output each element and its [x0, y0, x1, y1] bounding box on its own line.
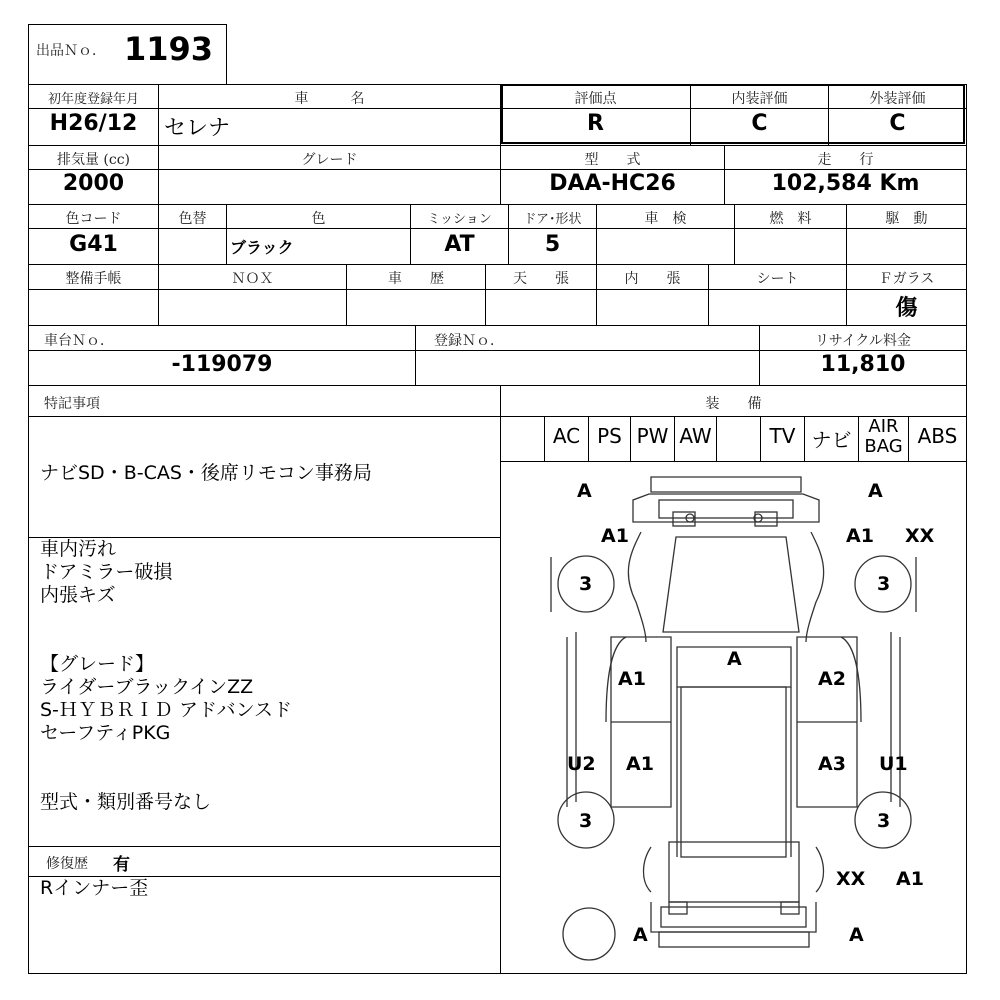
damage-mark-rear-right-xx: XX	[836, 868, 866, 890]
damage-mark-front-left-corner: A	[577, 480, 592, 502]
model-code-value: DAA-HC26	[549, 171, 676, 196]
notes-label: 特記事項	[44, 396, 100, 412]
damage-mark-right-sill: U1	[879, 753, 908, 775]
color-code-label: 色コード	[65, 211, 122, 227]
notes-grade-1: ライダーブラックインZZ	[40, 676, 254, 698]
first-registration-value: H26/12	[49, 111, 138, 136]
transmission-label: ミッション	[427, 212, 492, 227]
tire-mark-rear-left: 3	[579, 810, 593, 832]
notes-defect-3: 内張キズ	[40, 584, 116, 606]
grade-label: グレード	[301, 152, 358, 168]
tire-mark-front-left: 3	[579, 573, 593, 595]
spare-wheel	[563, 908, 615, 960]
lot-number: 1193	[124, 30, 214, 68]
equipment-label: 装 備	[705, 396, 762, 412]
interior-lining-label: 内 張	[624, 271, 681, 287]
equipment-airbag: AIR BAG	[864, 416, 903, 457]
maintenance-book-label: 整備手帳	[65, 271, 122, 287]
mileage-label: 走 行	[817, 152, 874, 168]
equipment-navi: ナビ	[811, 428, 852, 452]
front-glass-value: 傷	[895, 296, 918, 321]
first-registration-label: 初年度登録年月	[47, 92, 139, 107]
front-glass-label: Ｆガラス	[878, 271, 935, 287]
doors-label: ドア･形状	[523, 212, 582, 227]
repair-history-label: 修復歴	[46, 856, 88, 872]
color-label: 色	[311, 211, 326, 227]
doors-value: 5	[544, 232, 561, 257]
equipment-tv: TV	[769, 424, 796, 448]
car-name-value: セレナ	[164, 116, 231, 141]
interior-rating-label: 内装評価	[731, 91, 788, 107]
exterior-rating-label: 外装評価	[869, 91, 926, 107]
score-label: 評価点	[574, 91, 617, 107]
damage-mark-right-rear-door: A3	[818, 753, 846, 775]
nox-label: ＮＯＸ	[231, 271, 274, 287]
equipment-ps: PS	[597, 424, 622, 448]
damage-mark-left-rear-door: A1	[626, 753, 654, 775]
damage-mark-left-sill: U2	[567, 753, 596, 775]
tire-mark-front-right: 3	[877, 573, 891, 595]
model-code-label: 型 式	[584, 152, 641, 168]
damage-mark-rear-left-bumper: A	[633, 924, 648, 946]
color-code-value: G41	[69, 232, 118, 257]
damage-mark-left-front-door: A1	[618, 668, 646, 690]
vehicle-history-label: 車 歴	[388, 271, 444, 287]
equipment-abs: ABS	[917, 424, 958, 448]
notes-grade-3: セーフティPKG	[40, 722, 171, 744]
chassis-number-value: -119079	[171, 352, 273, 377]
damage-mark-front-right-corner: A	[868, 480, 883, 502]
notes-grade-2: S-ＨＹＢＲＩＤ アドバンスド	[40, 699, 293, 721]
tire-mark-rear-right: 3	[877, 810, 891, 832]
color-value: ブラック	[230, 238, 294, 257]
notes-equipment-line: ナビSD・B-CAS・後席リモコン事務局	[40, 462, 372, 484]
front-bumper-shape	[651, 477, 801, 492]
repair-detail: Rインナー歪	[40, 877, 149, 899]
drive-label: 駆 動	[885, 211, 928, 227]
car-name-label: 車 名	[294, 91, 365, 107]
damage-mark-rear-right-quarter: A1	[896, 868, 924, 890]
damage-mark-right-front-door: A2	[818, 668, 846, 690]
inspection-label: 車 検	[644, 211, 687, 227]
transmission-value: AT	[444, 232, 475, 257]
lot-number-label: 出品Ｎｏ．	[36, 43, 106, 59]
chassis-number-label: 車台Ｎｏ．	[44, 333, 114, 349]
score-value: R	[587, 111, 604, 136]
exterior-rating-value: C	[889, 111, 906, 136]
mileage-value: 102,584 Km	[771, 171, 920, 196]
displacement-value: 2000	[62, 171, 125, 196]
fuel-label: 燃 料	[769, 211, 812, 227]
repair-history-value: 有	[113, 855, 130, 875]
equipment-ac: AC	[552, 424, 581, 448]
equipment-pw: PW	[636, 424, 669, 448]
notes-defect-1: 車内汚れ	[40, 538, 117, 560]
damage-mark-rear-right-bumper: A	[849, 924, 864, 946]
damage-mark-front-left-fender: A1	[601, 525, 629, 547]
roof-lining-label: 天 張	[513, 271, 569, 287]
recycle-fee-label: リサイクル料金	[814, 333, 912, 349]
equipment-aw: AW	[679, 424, 712, 448]
interior-rating-value: C	[751, 111, 768, 136]
recycle-fee-value: 11,810	[820, 352, 906, 377]
displacement-label: 排気量 (cc)	[56, 152, 131, 168]
seat-label: シート	[756, 271, 799, 287]
vehicle-diagram	[501, 462, 966, 973]
damage-mark-roof: A	[727, 648, 742, 670]
notes-grade-heading: 【グレード】	[40, 653, 155, 675]
damage-mark-front-right-fender: A1	[846, 525, 874, 547]
damage-mark-front-right-xx: XX	[905, 525, 935, 547]
notes-model-note: 型式・類別番号なし	[40, 791, 212, 813]
color-change-label: 色替	[178, 211, 207, 227]
registration-number-label: 登録Ｎｏ．	[434, 333, 504, 349]
notes-defect-2: ドアミラー破損	[40, 561, 173, 583]
